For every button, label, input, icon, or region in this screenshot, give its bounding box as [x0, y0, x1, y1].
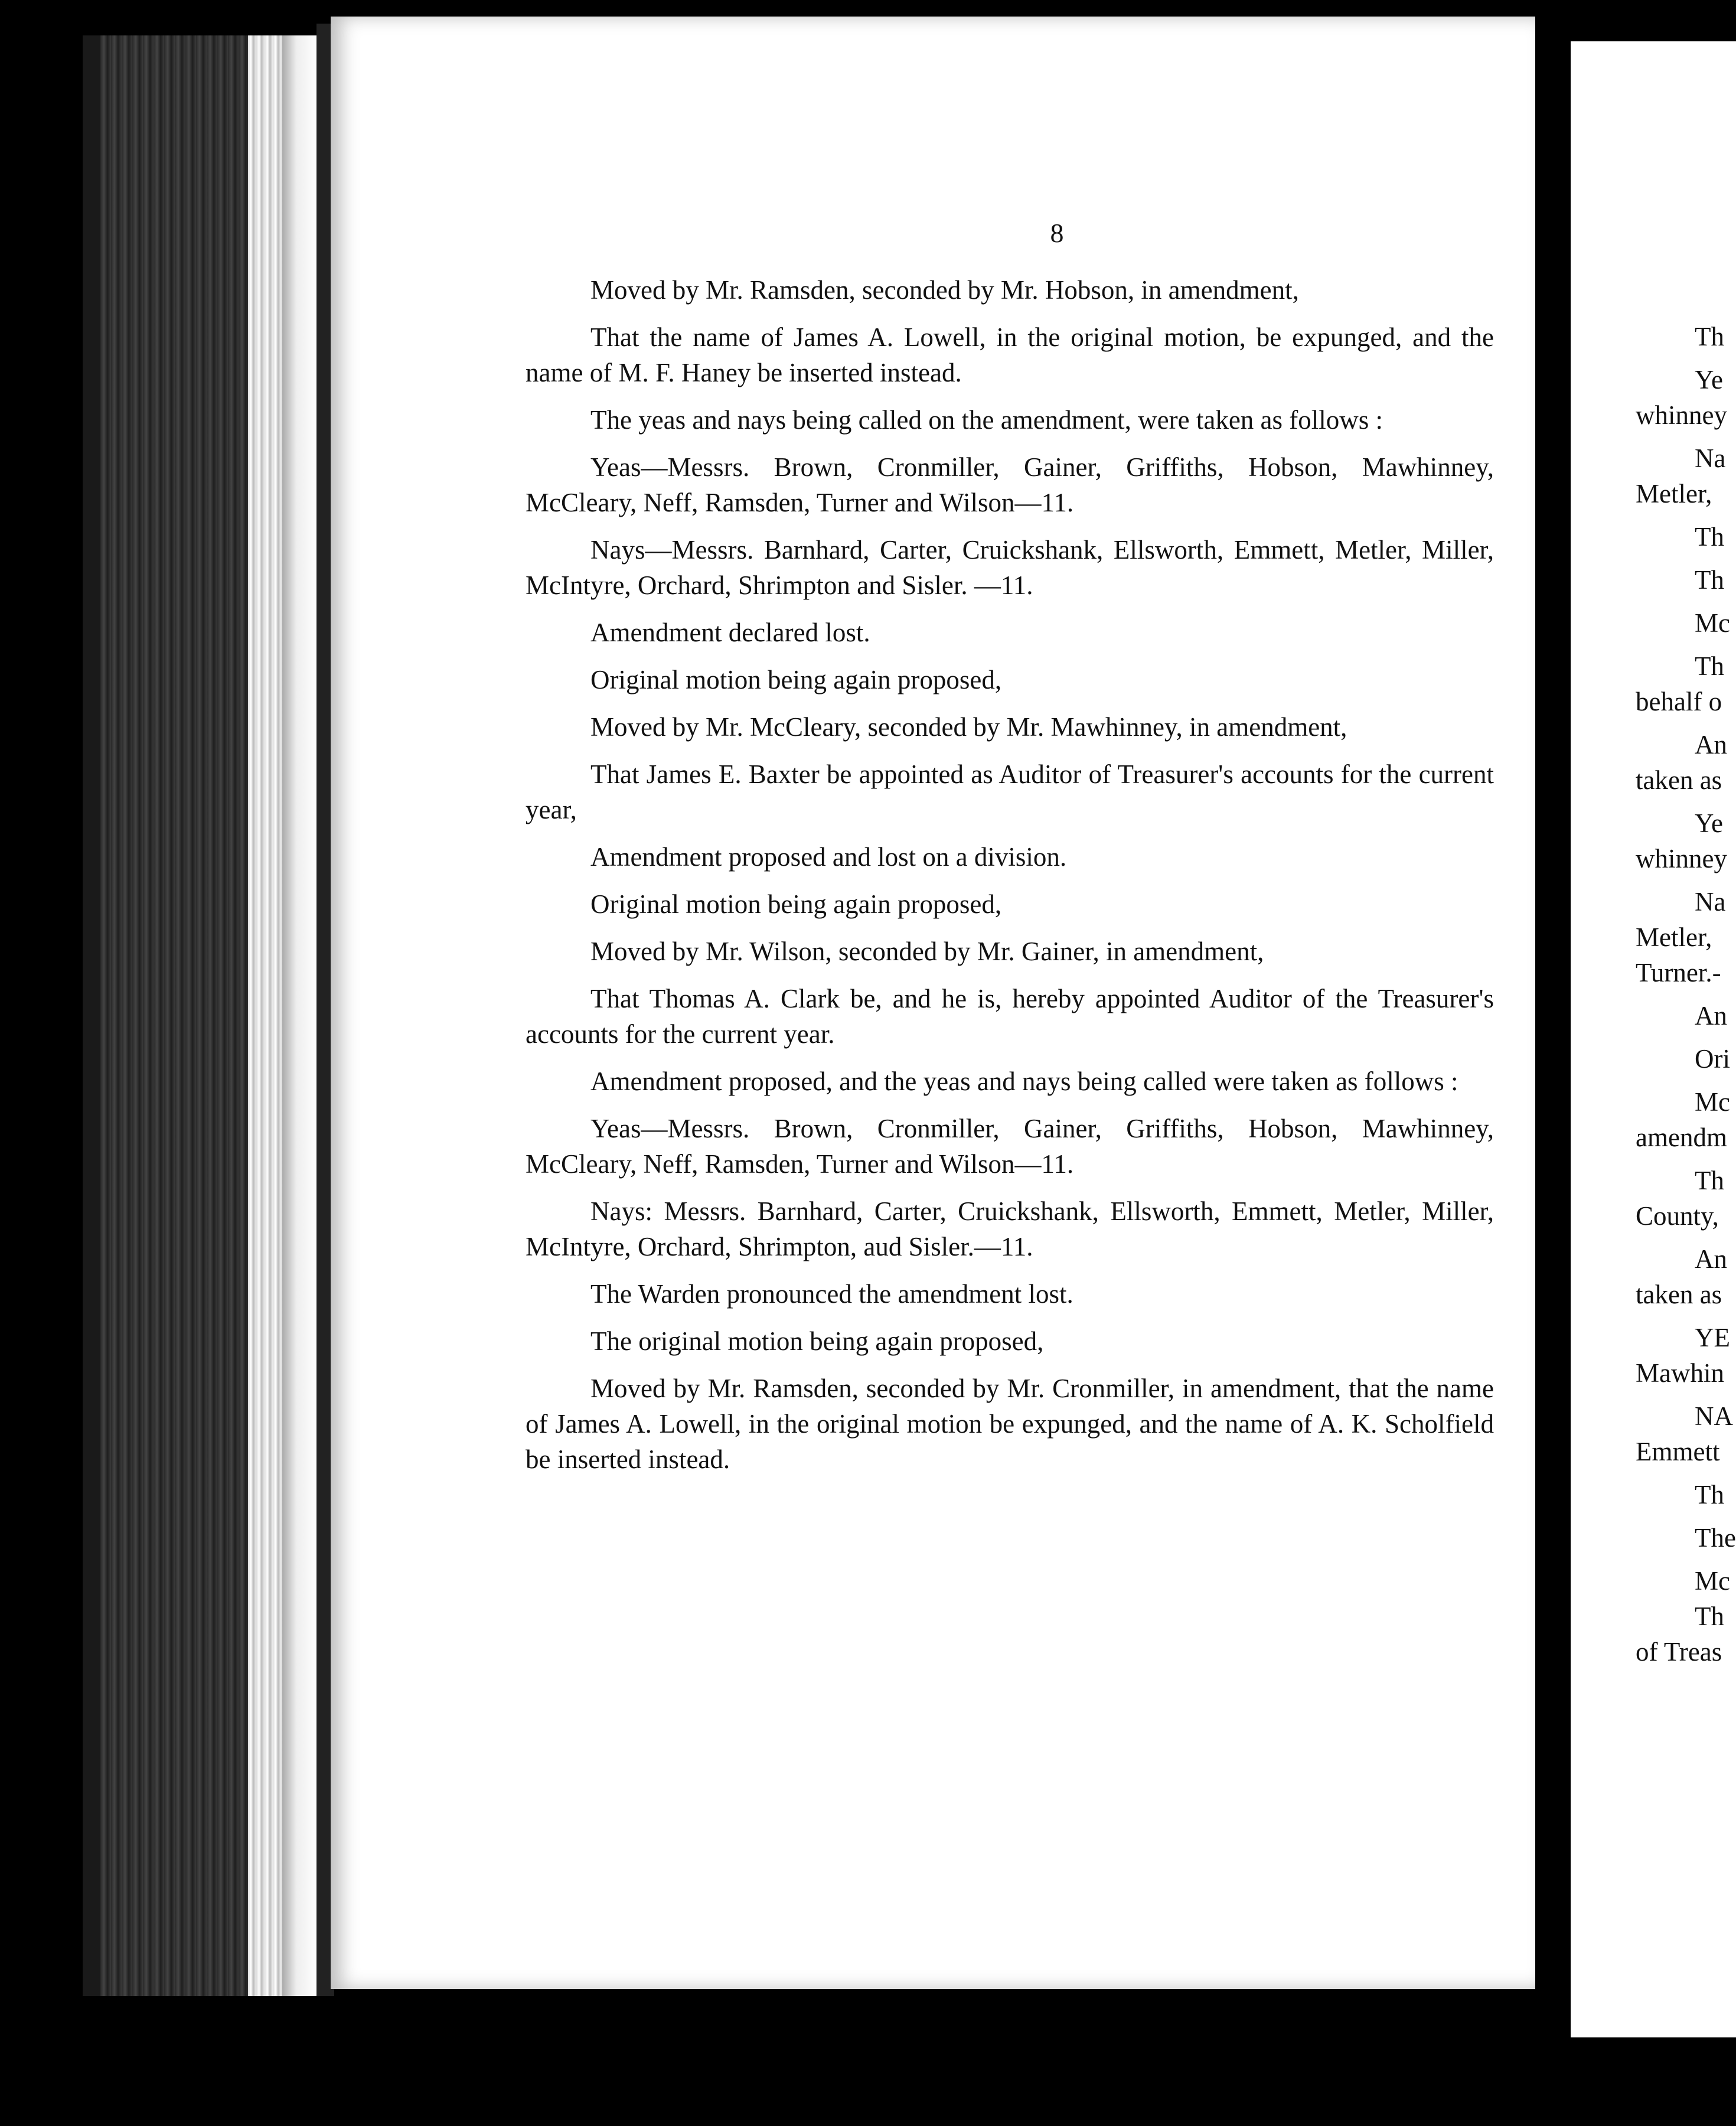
paragraph: Original motion being again proposed, — [590, 665, 1002, 694]
paragraph: Amendment proposed, and the yeas and nays being called were taken as follows : — [590, 1067, 1458, 1096]
right-page-fragment: Th — [1695, 1602, 1724, 1631]
right-page-fragment: YE — [1695, 1323, 1730, 1352]
left-page-text — [526, 217, 1494, 1489]
left-page — [331, 17, 1535, 1989]
paragraph: The original motion being again proposed, — [590, 1326, 1044, 1356]
right-page-fragment: Mc — [1695, 608, 1730, 638]
right-page-text — [1636, 319, 1736, 1670]
page-stack-edge-light — [248, 35, 283, 1996]
right-page-fragment: Th — [1695, 565, 1724, 595]
right-page-fragment: Metler, — [1636, 479, 1712, 508]
right-page-fragment: An — [1695, 1001, 1727, 1031]
paragraph: The yeas and nays being called on the amendment, were taken as follows : — [590, 405, 1383, 435]
right-page-fragment: The — [1695, 1523, 1736, 1553]
right-page-fragment: Mawhin — [1636, 1358, 1724, 1388]
right-page-fragment: County, — [1636, 1201, 1719, 1231]
paragraph: Moved by Mr. Ramsden, seconded by Mr. Cronmiller, in amendment, that the name of James A. Lowell, in the original motion be expunged, and the name of A. K. Scholfield be inserted instead. — [526, 1374, 1494, 1474]
right-page-fragment: behalf o — [1636, 687, 1722, 716]
paragraph: Original motion being again proposed, — [590, 889, 1002, 919]
right-page-fragment: An — [1695, 730, 1727, 759]
right-page-fragment: An — [1695, 1244, 1727, 1274]
page-stack-edge — [100, 35, 260, 1996]
right-page-fragment: Ori — [1695, 1044, 1730, 1074]
right-page-fragment: Ye — [1695, 365, 1723, 394]
paragraph: Moved by Mr. Wilson, seconded by Mr. Gainer, in amendment, — [590, 937, 1264, 966]
right-page-fragment: Na — [1695, 444, 1726, 473]
right-page-fragment: Th — [1695, 522, 1724, 552]
right-page-fragment: whinney — [1636, 400, 1727, 430]
right-page-fragment: Metler, — [1636, 922, 1712, 952]
right-page-fragment: whinney — [1636, 844, 1727, 873]
paragraph: Amendment proposed and lost on a division. — [590, 842, 1067, 872]
right-page-fragment: Th — [1695, 1480, 1724, 1509]
book-gutter — [1535, 0, 1571, 2126]
right-page-fragment: taken as — [1636, 1280, 1722, 1309]
right-page-fragment: Mc — [1695, 1087, 1730, 1117]
paragraph: That James E. Baxter be appointed as Auditor of Treasurer's accounts for the current year, — [526, 759, 1494, 824]
paragraph: Moved by Mr. McCleary, seconded by Mr. Mawhinney, in amendment, — [590, 712, 1347, 742]
right-page — [1571, 41, 1736, 2037]
yeas-paragraph: Yeas—Messrs. Brown, Cronmiller, Gainer, Griffiths, Hobson, Mawhinney, McCleary, Neff, Ramsden, Turner and Wilson—11. — [526, 452, 1494, 517]
nays-paragraph: Nays—Messrs. Barnhard, Carter, Cruickshank, Ellsworth, Emmett, Metler, Miller, McIntyre, Orchard, Shrimpton and Sisler. —11. — [526, 535, 1494, 600]
yeas-paragraph: Yeas—Messrs. Brown, Cronmiller, Gainer, Griffiths, Hobson, Mawhinney, McCleary, Neff, Ramsden, Turner and Wilson—11. — [526, 1114, 1494, 1179]
right-page-fragment: Na — [1695, 887, 1726, 917]
right-page-fragment: NA — [1695, 1401, 1733, 1431]
right-page-fragment: amendm — [1636, 1123, 1727, 1152]
paragraph: That Thomas A. Clark be, and he is, hereby appointed Auditor of the Treasurer's accounts for the current year. — [526, 984, 1494, 1049]
right-page-fragment: Ye — [1695, 808, 1723, 838]
bottom-shadow — [248, 1996, 1571, 2126]
right-page-fragment: Th — [1695, 651, 1724, 681]
right-page-fragment: Th — [1695, 322, 1724, 351]
nays-paragraph: Nays: Messrs. Barnhard, Carter, Cruickshank, Ellsworth, Emmett, Metler, Miller, McIntyre, Orchard, Shrimpton, aud Sisler.—11. — [526, 1196, 1494, 1261]
right-page-fragment: Turner.- — [1636, 958, 1721, 987]
page-number: 8 — [1050, 218, 1064, 248]
page-stack-edge-inner — [282, 35, 318, 1996]
paragraph: Amendment declared lost. — [590, 618, 870, 647]
paragraph: That the name of James A. Lowell, in the original motion, be expunged, and the name of M. F. Haney be inserted instead. — [526, 322, 1494, 387]
right-page-fragment: Mc — [1695, 1566, 1730, 1596]
right-page-fragment: Th — [1695, 1166, 1724, 1195]
paragraph: Moved by Mr. Ramsden, seconded by Mr. Hobson, in amendment, — [590, 275, 1299, 305]
book-edge — [83, 35, 100, 1996]
right-page-fragment: Emmett — [1636, 1437, 1720, 1466]
paragraph: The Warden pronounced the amendment lost. — [590, 1279, 1073, 1309]
right-page-fragment: of Treas — [1636, 1637, 1722, 1667]
right-page-fragment: taken as — [1636, 765, 1722, 795]
